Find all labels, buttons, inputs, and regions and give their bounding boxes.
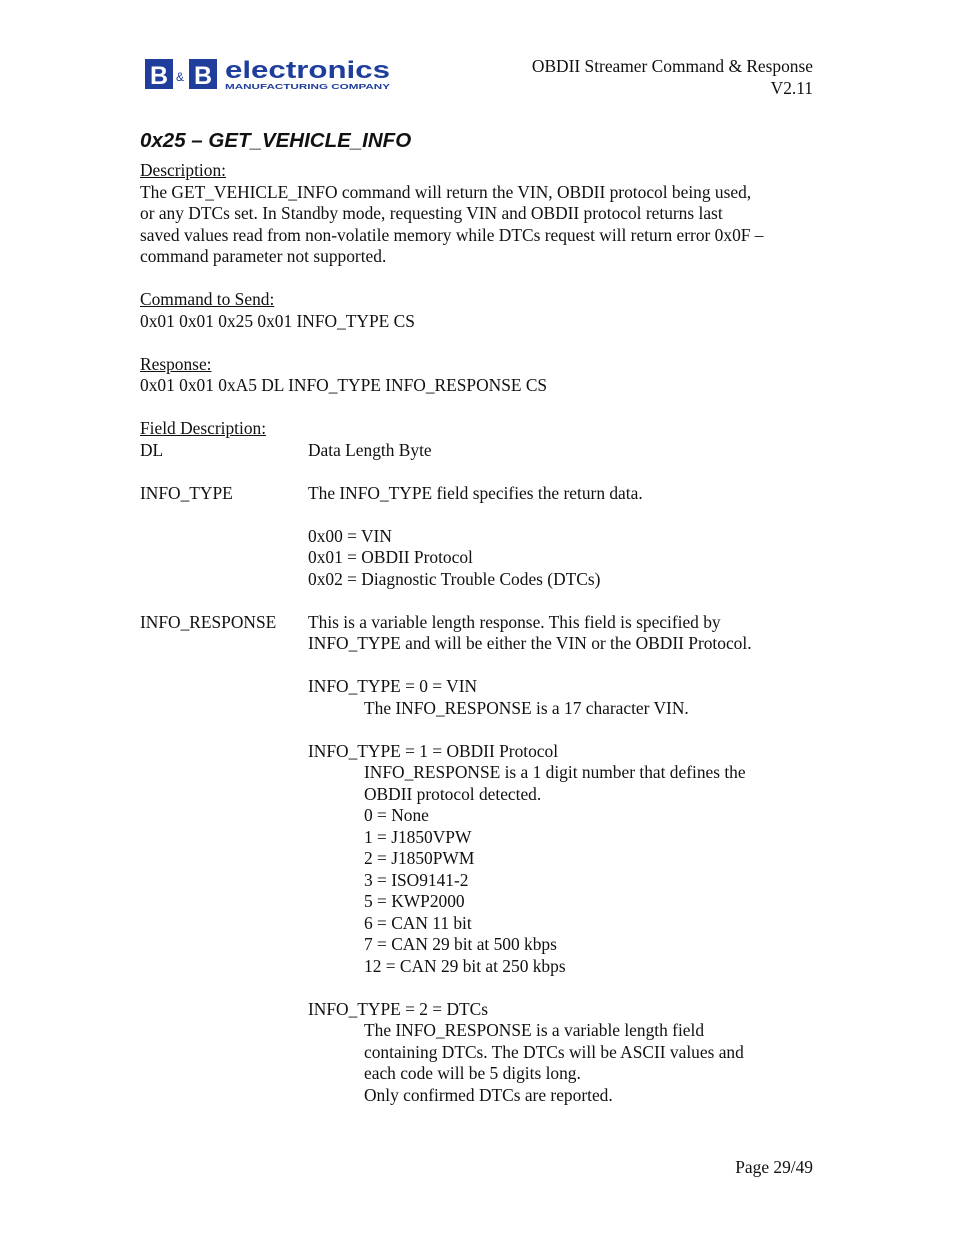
field-desc: INFO_TYPE and will be either the VIN or the OBDII Protocol. [308, 633, 752, 653]
svg-text:&: & [176, 70, 185, 84]
svg-text:B: B [194, 62, 213, 90]
protocol-option: 7 = CAN 29 bit at 500 kbps [364, 934, 557, 954]
field-name: DL [140, 439, 164, 460]
section-title: 0x25 – GET_VEHICLE_INFO [140, 129, 412, 152]
field-row-info-response [140, 612, 820, 1107]
field-row-dl [140, 440, 820, 462]
field-row-info-type [140, 483, 820, 591]
document-version: V2.11 [770, 78, 813, 98]
dtcs-label: INFO_TYPE = 2 = DTCs [308, 998, 489, 1019]
field-desc: This is a variable length response. This field is specified by [308, 611, 721, 632]
dtcs-text: Only confirmed DTCs are reported. [364, 1084, 613, 1105]
field-name: INFO_RESPONSE [140, 611, 277, 632]
protocol-option: 2 = J1850PWM [364, 848, 475, 868]
field-desc: Data Length Byte [308, 439, 432, 460]
description-line: saved values read from non-volatile memory while DTCs request will return error 0x0F – [140, 224, 764, 245]
protocol-option: 1 = J1850VPW [364, 826, 472, 847]
document-title: OBDII Streamer Command & Response [531, 56, 813, 76]
vin-text: The INFO_RESPONSE is a 17 character VIN. [364, 697, 689, 718]
protocol-option: 0 = None [364, 805, 429, 825]
field-description-heading: Field Description: [140, 418, 267, 438]
dtcs-text: each code will be 5 digits long. [364, 1063, 581, 1083]
protocol-option: 5 = KWP2000 [364, 891, 465, 911]
info-type-value: 0x02 = Diagnostic Trouble Codes (DTCs) [308, 568, 601, 589]
svg-text:electronics: electronics [225, 57, 390, 84]
description-line: The GET_VEHICLE_INFO command will return the VIN, OBDII protocol being used, [140, 181, 752, 202]
response-value: 0x01 0x01 0xA5 DL INFO_TYPE INFO_RESPONSE CS [140, 375, 548, 395]
protocol-option: 6 = CAN 11 bit [364, 912, 472, 933]
info-type-value: 0x01 = OBDII Protocol [308, 547, 473, 567]
description-heading: Description: [140, 160, 226, 180]
command-heading: Command to Send: [140, 289, 275, 309]
field-desc: The INFO_TYPE field specifies the return data. [308, 482, 643, 503]
info-type-value: 0x00 = VIN [308, 525, 392, 546]
protocol-option: 12 = CAN 29 bit at 250 kbps [364, 955, 566, 976]
field-name: INFO_TYPE [140, 482, 233, 503]
dtcs-text: The INFO_RESPONSE is a variable length field [364, 1020, 705, 1040]
document-header [532, 55, 813, 99]
vin-label: INFO_TYPE = 0 = VIN [308, 676, 478, 696]
protocol-option: 3 = ISO9141-2 [364, 869, 469, 890]
command-value: 0x01 0x01 0x25 0x01 INFO_TYPE CS [140, 310, 415, 331]
protocol-text: INFO_RESPONSE is a 1 digit number that defines the [364, 762, 746, 782]
dtcs-text: containing DTCs. The DTCs will be ASCII values and [364, 1041, 744, 1062]
company-logo [145, 57, 395, 93]
protocol-text: OBDII protocol detected. [364, 783, 542, 804]
svg-text:MANUFACTURING COMPANY: MANUFACTURING COMPANY [225, 82, 390, 91]
document-body [140, 160, 820, 1106]
protocol-label: INFO_TYPE = 1 = OBDII Protocol [308, 740, 559, 761]
response-heading: Response: [140, 353, 212, 374]
page-number: Page 29/49 [735, 1157, 813, 1177]
description-line: or any DTCs set. In Standby mode, requesting VIN and OBDII protocol returns last [140, 203, 723, 223]
description-line: command parameter not supported. [140, 246, 387, 266]
bb-electronics-logo-icon [145, 57, 395, 93]
svg-text:B: B [150, 62, 169, 90]
